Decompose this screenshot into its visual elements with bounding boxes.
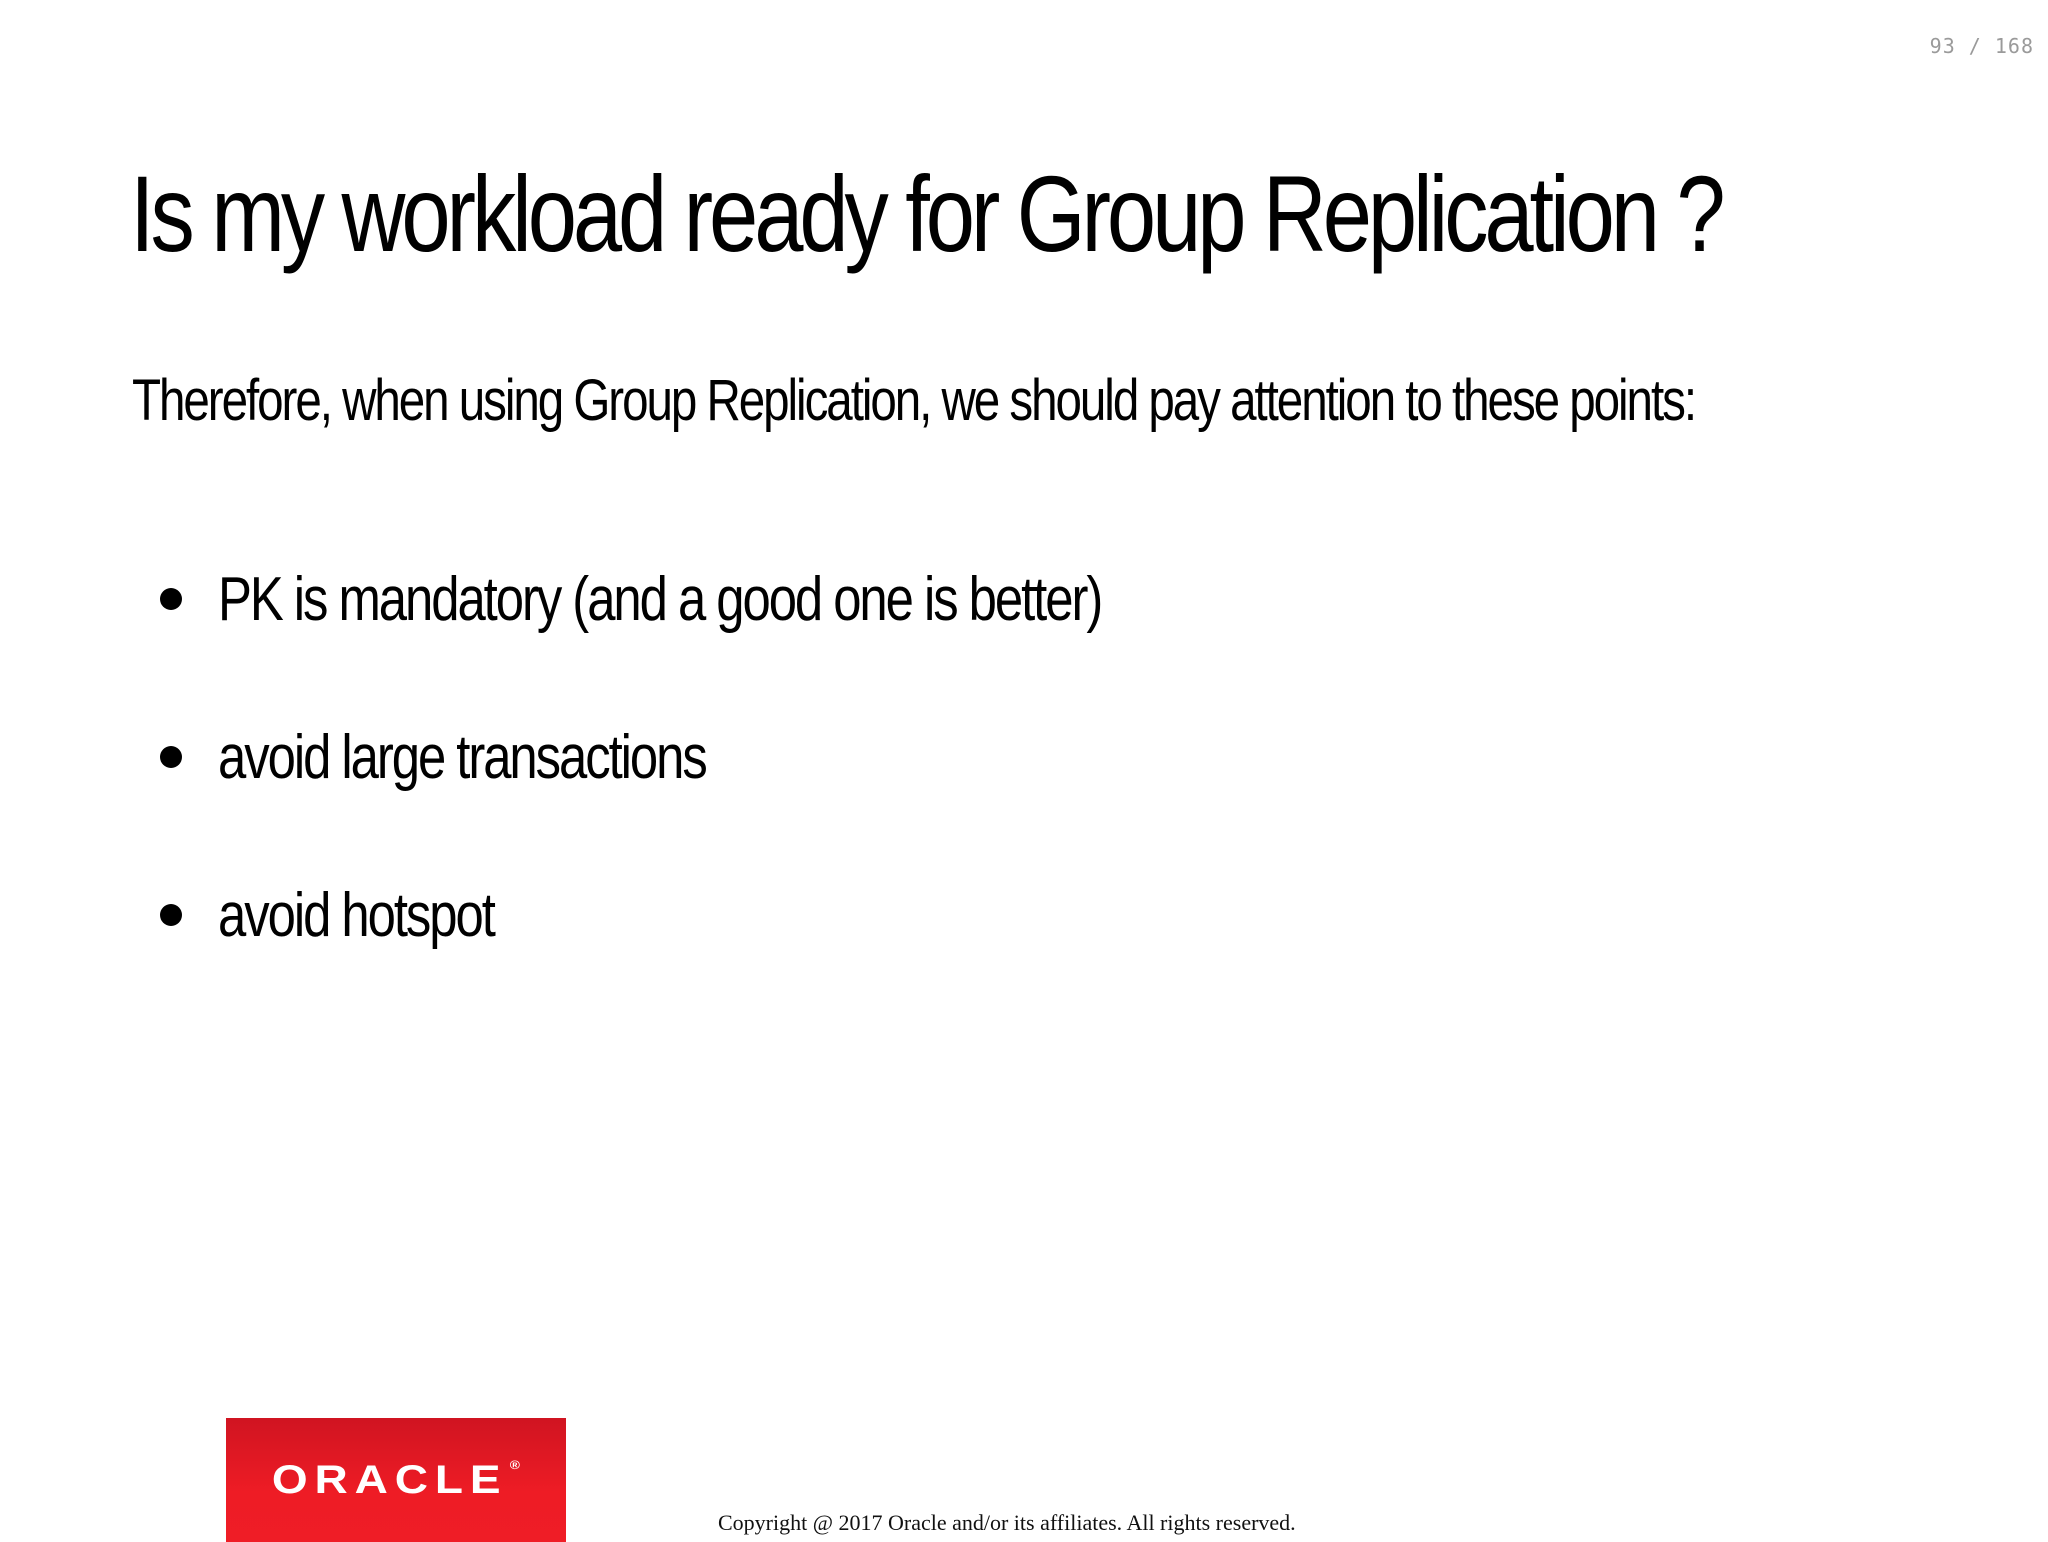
slide-title: Is my workload ready for Group Replication ? [130, 153, 1722, 274]
bullet-item-hotspot [160, 836, 1295, 994]
bullet-list [160, 520, 1295, 994]
page-counter: 93 / 168 [1929, 34, 2034, 58]
registered-mark: ® [509, 1457, 521, 1472]
oracle-logo [226, 1418, 566, 1542]
bullet-icon [160, 746, 182, 768]
bullet-item-pk [160, 520, 1295, 678]
bullet-text: avoid hotspot [218, 880, 494, 950]
copyright-notice: Copyright @ 2017 Oracle and/or its affiliates. All rights reserved. [718, 1510, 1296, 1535]
bullet-icon [160, 904, 182, 926]
bullet-icon [160, 588, 182, 610]
bullet-text: PK is mandatory (and a good one is better) [218, 564, 1102, 634]
oracle-logo-text: ORACLE ® [271, 1457, 521, 1502]
bullet-text: avoid large transactions [218, 722, 706, 792]
intro-text: Therefore, when using Group Replication, we should pay attention to these points: [132, 368, 1696, 433]
bullet-item-large-transactions [160, 678, 1295, 836]
